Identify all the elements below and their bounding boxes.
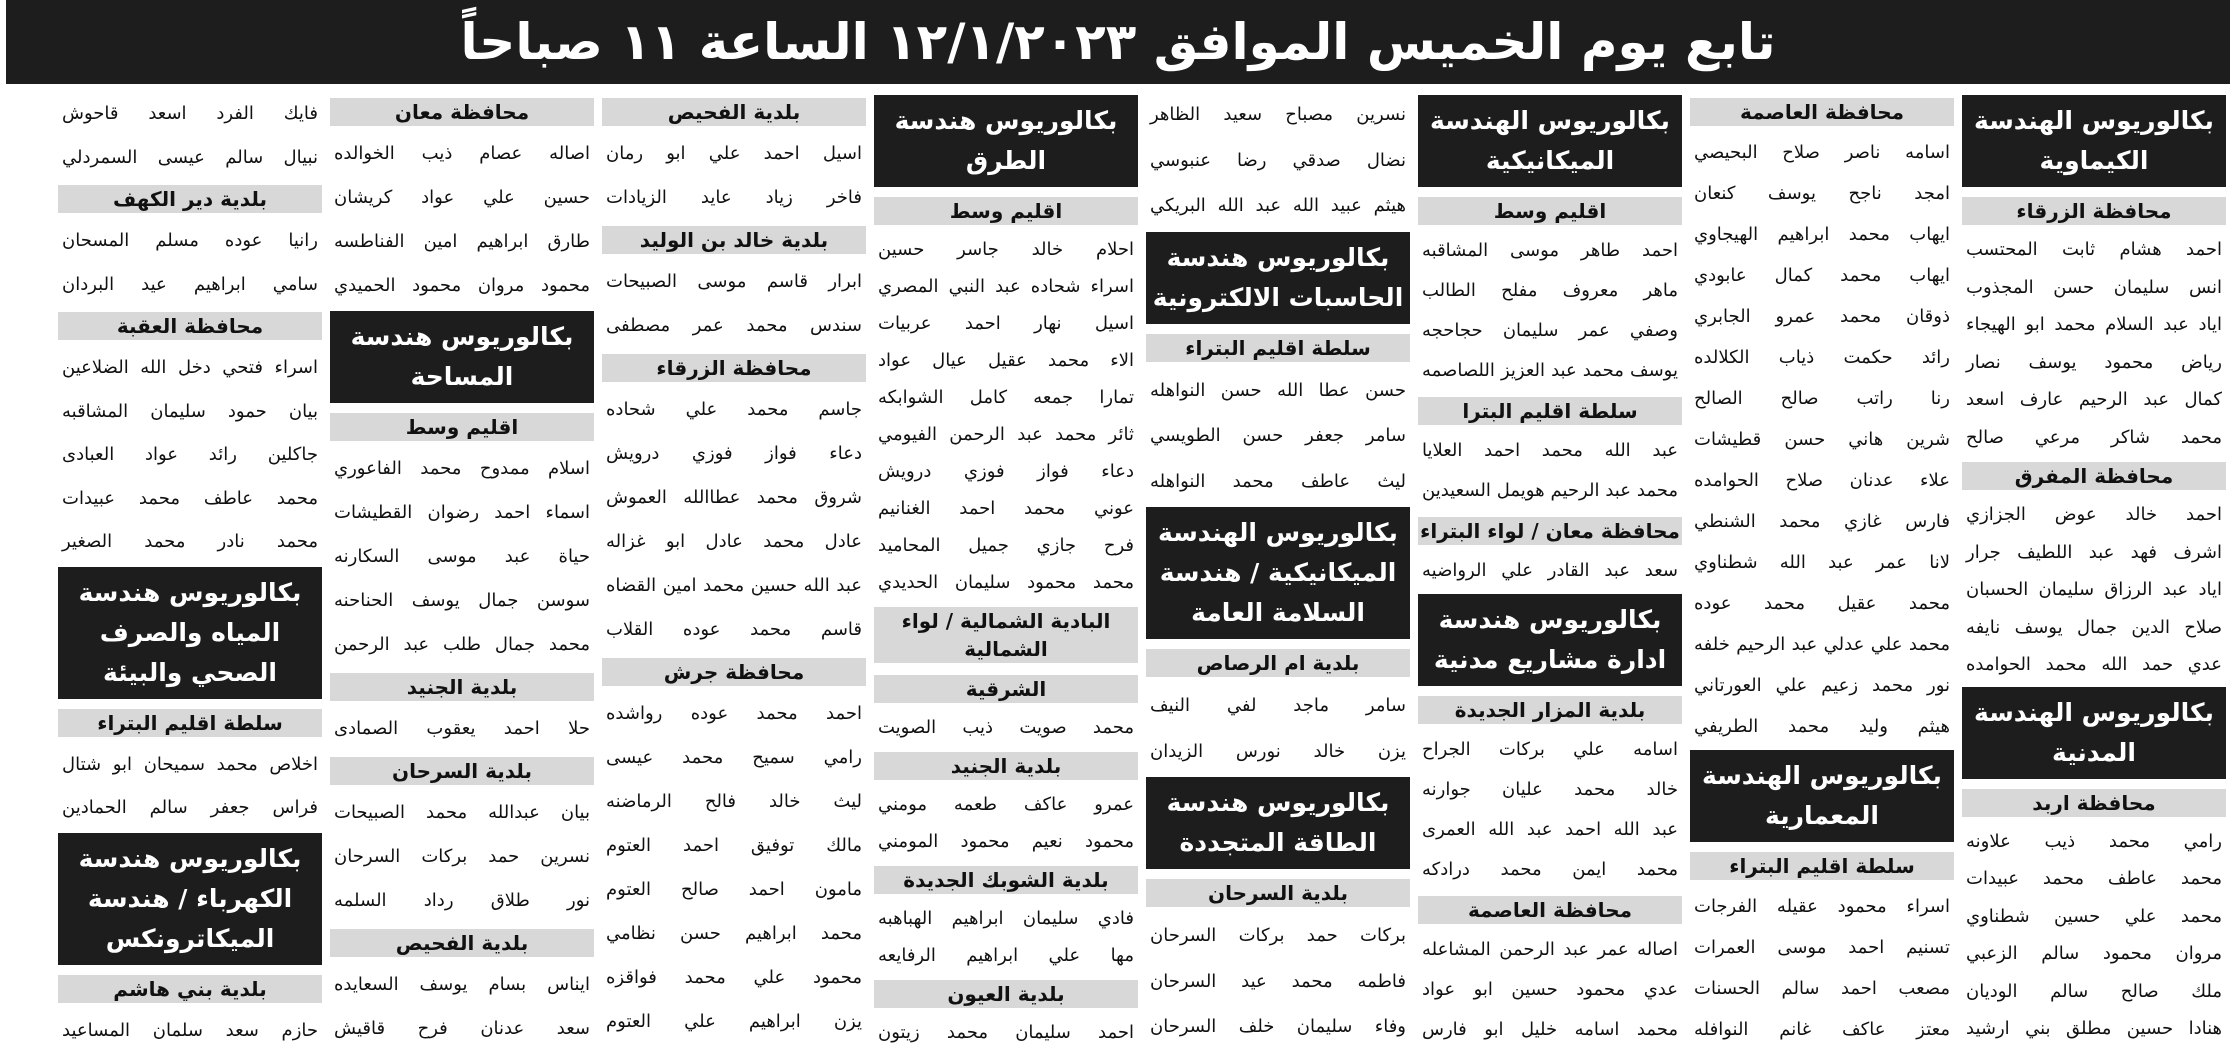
column-6 — [598, 92, 870, 1052]
major-heading: بكالوريوس هندسة الطاقة المتجددة — [1146, 777, 1410, 869]
name-entry: رياض محمود يوسف نصار — [1966, 351, 2222, 373]
name-entry: الاء محمد عقيل عيال عواد — [878, 350, 1134, 371]
name-entry: فاطمه محمد عيد السرحان — [1150, 970, 1406, 992]
major-heading: بكالوريوس الهندسة الميكانيكية — [1418, 95, 1682, 187]
section-heading: بلدية دير الكهف — [58, 185, 322, 213]
major-heading: بكالوريوس هندسة الكهرباء / هندسة الميكاترونكس — [58, 833, 322, 965]
name-entry: اسراء شحاده عبد النبي المصري — [878, 276, 1134, 297]
name-entry: شرين هاني حسن قطيشات — [1694, 429, 1950, 450]
name-entry: محمد علي عدلي عبد الرحيم خلفه — [1694, 634, 1950, 655]
major-heading: بكالوريوس هندسة الحاسبات الالكترونية — [1146, 232, 1410, 324]
name-entry: فادي سليمان ابراهيم الهباهبه — [878, 908, 1134, 929]
name-entry: بيان حمود سليمان المشاقبه — [62, 400, 318, 422]
name-entry: بيان عبدالله محمد الصبيحات — [334, 802, 590, 823]
section-heading: البادية الشمالية / لواء الشمالية — [874, 607, 1138, 663]
name-entry: اصاله عمر عبد الرحمن المشاعله — [1422, 939, 1678, 960]
section-heading: بلدية العيون — [874, 980, 1138, 1008]
name-entry: محمود نعيم محمود المومني — [878, 831, 1134, 852]
section-heading: سلطة اقليم البترا — [1418, 397, 1682, 425]
name-entry: حياة عبد موسى السكارنه — [334, 546, 590, 567]
name-entry: دعاء فواز فوزي درويش — [878, 461, 1134, 482]
section-heading: محافظة اربد — [1962, 789, 2226, 817]
name-entry: سامر جعفر حسن الطويسي — [1150, 425, 1406, 446]
section-heading: بلدية الجنيد — [874, 752, 1138, 780]
column-8 — [54, 92, 326, 1052]
name-entry: محمد شاكر مرعي صالح — [1966, 426, 2222, 448]
name-entry: حسين علي عواد كريشان — [334, 187, 590, 208]
name-entry: نضال صدقي رضا عنبوسي — [1150, 149, 1406, 171]
name-entry: شروق محمد عطاالله العموش — [606, 487, 862, 508]
column-4 — [1142, 92, 1414, 1052]
column-1 — [1958, 92, 2230, 1052]
name-entry: هنادا حسين مطلق بني ارشيد — [1966, 1018, 2222, 1039]
name-entry: مصعب احمد سالم الحسنات — [1694, 978, 1950, 999]
column-5 — [870, 92, 1142, 1052]
name-entry: عدي محمود حسين ابو عواد — [1422, 979, 1678, 1000]
name-entry: محمد نادر محمد الصغير — [62, 531, 318, 552]
section-heading: سلطة اقليم البتراء — [58, 709, 322, 737]
name-entry: ثائر محمد عبد الرحمن الفيومي — [878, 424, 1134, 445]
name-entry: عبد الله احمد عبد الله العمرى — [1422, 819, 1678, 840]
name-entry: محمد ايمن محمد درادكه — [1422, 859, 1678, 880]
name-entry: محمد عاطف محمد عبيدات — [1966, 868, 2222, 889]
name-entry: يزن ابراهيم علي العتوم — [606, 1011, 862, 1032]
name-entry: ماهر معروف مفلح الطالب — [1422, 280, 1678, 301]
name-entry: اياد عبد السلام محمد ابو الهيجاء — [1966, 314, 2222, 335]
name-entry: فاخر زياد عايد الزيادات — [606, 187, 862, 208]
name-entry: انس سليمان حسن المجذوب — [1966, 276, 2222, 298]
column-2 — [1686, 92, 1958, 1052]
section-heading: بلدية الفحيص — [602, 98, 866, 126]
section-heading: سلطة اقليم البتراء — [1690, 852, 1954, 880]
major-heading: بكالوريوس الهندسة الكيماوية — [1962, 95, 2226, 187]
section-heading: سلطة اقليم البتراء — [1146, 334, 1410, 362]
name-entry: بركات حمد بركات السرحان — [1150, 925, 1406, 946]
name-entry: ليث عاطف محمد النواهله — [1150, 470, 1406, 492]
name-entry: عبد الله محمد احمد العلايا — [1422, 440, 1678, 461]
name-entry: تسنيم احمد موسى العمرات — [1694, 937, 1950, 958]
name-entry: نور محمد زعيم علي العورتاني — [1694, 675, 1950, 696]
name-entry: احلام خالد جاسر حسين — [878, 239, 1134, 260]
section-heading: اقليم وسط — [1418, 197, 1682, 225]
header-banner — [6, 0, 2230, 84]
name-entry: مامون احمد صالح العتوم — [606, 879, 862, 900]
name-entry: جاسم محمد علي شحاده — [606, 399, 862, 420]
name-entry: ليث خالد فالح الرماضنه — [606, 791, 862, 812]
section-heading: بلدية الشوبك الجديدة — [874, 866, 1138, 894]
section-heading: اقليم وسط — [330, 413, 594, 441]
name-entry: وفاء سليمان خلف السرحان — [1150, 1016, 1406, 1037]
name-entry: فايك الفرد اسعد قاحوش — [62, 103, 318, 124]
section-heading: بلدية السرحان — [330, 757, 594, 785]
name-entry: اخلاص محمد سميحان ابو شتال — [62, 753, 318, 775]
section-heading: بلدية خالد بن الوليد — [602, 226, 866, 254]
name-entry: اسماء احمد رضوان القطيشات — [334, 502, 590, 523]
name-entry: ايناس بسام يوسف السعايده — [334, 974, 590, 995]
name-entry: اسامه علي بركات الجراح — [1422, 739, 1678, 760]
major-heading: بكالوريوس الهندسة المعمارية — [1690, 750, 1954, 842]
name-entry: اصاله عصام ذيب الخوالده — [334, 143, 590, 164]
name-entry: سعد عبد القادر علي الرواضيه — [1422, 560, 1678, 581]
section-heading: محافظة العاصمة — [1418, 896, 1682, 924]
name-entry: سعد عدنان فرح قاقيش — [334, 1018, 590, 1039]
major-heading: بكالوريوس الهندسة الميكانيكية / هندسة السلامة العامة — [1146, 507, 1410, 639]
name-entry: اسراء فتحي دخل الله الضلاعين — [62, 357, 318, 378]
major-heading: بكالوريوس هندسة المساحة — [330, 311, 594, 403]
major-heading: بكالوريوس هندسة المياه والصرف الصحي والبيئة — [58, 567, 322, 699]
name-entry: مروان محمود سالم الزعبي — [1966, 943, 2222, 964]
section-heading: اقليم وسط — [874, 197, 1138, 225]
name-entry: اسلام ممدوح محمد الفاعوري — [334, 458, 590, 479]
column-3 — [1414, 92, 1686, 1052]
section-heading: بلدية بني هاشم — [58, 975, 322, 1003]
name-entry: يوسف محمد عبد العزيز اللصاصمه — [1422, 360, 1678, 381]
name-entry: طارق ابراهيم امين الفناطسه — [334, 231, 590, 252]
name-entry: سامي ابراهيم عيد البردان — [62, 273, 318, 295]
name-entry: احمد طاهر موسى المشاقبه — [1422, 240, 1678, 261]
name-entry: رامي محمد ذيب علاونه — [1966, 830, 2222, 852]
section-heading: بلدية الفحيص — [330, 929, 594, 957]
name-entry: وصفي عمر سليمان حجاحجه — [1422, 320, 1678, 341]
name-entry: عوني محمد احمد الغنانيم — [878, 498, 1134, 519]
name-entry: محمد اسامه خليل ابو فارس — [1422, 1019, 1678, 1040]
name-entry: محمد جمال طلب عبد الرحمن — [334, 634, 590, 655]
section-heading: محافظة جرش — [602, 658, 866, 686]
name-entry: احمد سليمان محمد زيتون — [878, 1022, 1134, 1043]
name-entry: هيثم عبيد الله عبد الله البريكي — [1150, 195, 1406, 216]
name-entry: قاسم محمد عوده القلاب — [606, 619, 862, 640]
name-entry: محمد محمود سليمان الحديدي — [878, 572, 1134, 593]
name-entry: محمود علي محمد فواقزه — [606, 967, 862, 988]
section-heading: الشرقية — [874, 675, 1138, 703]
name-entry: اسراء محمود عقيله الفرجات — [1694, 896, 1950, 917]
columns-container — [6, 92, 2230, 1052]
name-entry: محمد ابراهيم حسن نظامي — [606, 923, 862, 944]
name-entry: ايهاب محمد كمال عابودي — [1694, 265, 1950, 286]
name-entry: لانا عمر عبد الله شطناوي — [1694, 552, 1950, 573]
name-entry: رائد حكمت ذياب الكلالده — [1694, 347, 1950, 368]
name-entry: معتز عاكف غانم النوافله — [1694, 1019, 1950, 1040]
name-entry: هيثم وليد محمد الطريفي — [1694, 716, 1950, 737]
name-entry: ايهاب محمد ابراهيم الهيجاوي — [1694, 224, 1950, 245]
name-entry: مالك توفيق احمد العتوم — [606, 835, 862, 856]
name-entry: خالد محمد عليان جوارنه — [1422, 779, 1678, 800]
name-entry: محمد عبد الرحيم هويمل السعيدين — [1422, 480, 1678, 501]
section-heading: محافظة العاصمة — [1690, 98, 1954, 126]
name-entry: فارس غازي محمد الشنطي — [1694, 511, 1950, 532]
section-heading: بلدية الجنيد — [330, 673, 594, 701]
page-title: تابع يوم الخميس الموافق ١٢/١/٢٠٢٣ الساعة ١١ صباحاً — [460, 13, 1776, 71]
name-entry: محمود مروان محمود الحميدي — [334, 275, 590, 296]
name-entry: رامي سميح محمد عيسى — [606, 747, 862, 768]
name-entry: رنا راتب صالح الصالح — [1694, 388, 1950, 409]
name-entry: ابرار قاسم موسى الصبيحات — [606, 271, 862, 292]
name-entry: حسن عطا الله حسن النواهله — [1150, 379, 1406, 401]
name-entry: سامر ماجد لفي النيف — [1150, 695, 1406, 716]
name-entry: تمارا جمعه كامل الشوابكه — [878, 387, 1134, 408]
name-entry: علاء عدنان صلاح الحوامده — [1694, 470, 1950, 491]
name-entry: فرح جازي جميل المحاميد — [878, 535, 1134, 556]
major-heading: بكالوريوس الهندسة المدنية — [1962, 687, 2226, 779]
column-7 — [326, 92, 598, 1052]
major-heading: بكالوريوس هندسة الطرق — [874, 95, 1138, 187]
name-entry: حازم سعد سلمان المساعيد — [62, 1019, 318, 1041]
section-heading: بلدية المزار الجديدة — [1418, 696, 1682, 724]
name-entry: سوسن جمال يوسف الحناحنه — [334, 590, 590, 611]
name-entry: فراس جعفر سالم الحمادين — [62, 797, 318, 818]
section-heading: محافظة العقبة — [58, 312, 322, 340]
major-heading: بكالوريوس هندسة ادارة مشاريع مدنية — [1418, 594, 1682, 686]
name-entry: احمد خالد عوض الجزازي — [1966, 504, 2222, 525]
name-entry: يزن خالد نورس الزيدان — [1150, 740, 1406, 762]
name-entry: محمد عقيل محمد عوده — [1694, 593, 1950, 614]
section-heading: بلدية ام الرصاص — [1146, 649, 1410, 677]
name-entry: عبد الله حسين محمد امين القضاه — [606, 575, 862, 596]
name-entry: صلاح الدين جمال يوسف نايفه — [1966, 616, 2222, 638]
section-heading: بلدية السرحان — [1146, 879, 1410, 907]
name-entry: محمد عاطف محمد عبيدات — [62, 487, 318, 509]
name-entry: عادل محمد عادل ابو غزاله — [606, 531, 862, 552]
name-entry: نبيال سالم عيسى السمردلي — [62, 146, 318, 168]
name-entry: مها علي ابراهيم الرفايعه — [878, 945, 1134, 966]
name-entry: محمد صويت ذيب الصويت — [878, 717, 1134, 738]
name-entry: اشرف فهد عبد اللطيف جرار — [1966, 541, 2222, 563]
name-entry: نسرين مصباح سعيد الظاهر — [1150, 104, 1406, 125]
name-entry: محمد علي حسين شطناوي — [1966, 905, 2222, 927]
name-entry: نسرين حمد بركات السرحان — [334, 846, 590, 867]
name-entry: كمال عبد الرحيم عارف اسعد — [1966, 389, 2222, 410]
name-entry: عدي حمد الله محمد الحوامده — [1966, 654, 2222, 675]
section-heading: محافظة المفرق — [1962, 462, 2226, 490]
name-entry: ملك صالح سالم الوديان — [1966, 980, 2222, 1002]
name-entry: رانيا عوده مسلم المسحان — [62, 230, 318, 251]
section-heading: محافظة الزرقاء — [602, 354, 866, 382]
name-entry: نور طلاق رداد السلمه — [334, 890, 590, 911]
name-entry: اسيل احمد علي ابو رمان — [606, 143, 862, 164]
section-heading: محافظة معان — [330, 98, 594, 126]
name-entry: اسيل نهار احمد عربيات — [878, 313, 1134, 334]
name-entry: حلا احمد يعقوب الصمادى — [334, 718, 590, 739]
name-entry: اياد عبد الرزاق سليمان الحسبان — [1966, 579, 2222, 600]
name-entry: ذوقان محمد عمرو الجابري — [1694, 306, 1950, 327]
name-entry: سندس محمد عمر مصطفى — [606, 315, 862, 336]
name-entry: عمرو عاكف طعمه مومني — [878, 794, 1134, 815]
name-entry: احمد محمد عوده رواشده — [606, 703, 862, 724]
section-heading: محافظة معان / لواء البتراء — [1418, 517, 1682, 545]
name-entry: جاكلين رائد عواد العبادى — [62, 444, 318, 465]
name-entry: اسامه ناصر صلاح البحيصي — [1694, 142, 1950, 163]
section-heading: محافظة الزرقاء — [1962, 197, 2226, 225]
name-entry: دعاء فواز فوزي درويش — [606, 443, 862, 464]
name-entry: امجد ناجح يوسف كنعان — [1694, 183, 1950, 204]
name-entry: احمد هشام ثابت المحتسب — [1966, 239, 2222, 260]
